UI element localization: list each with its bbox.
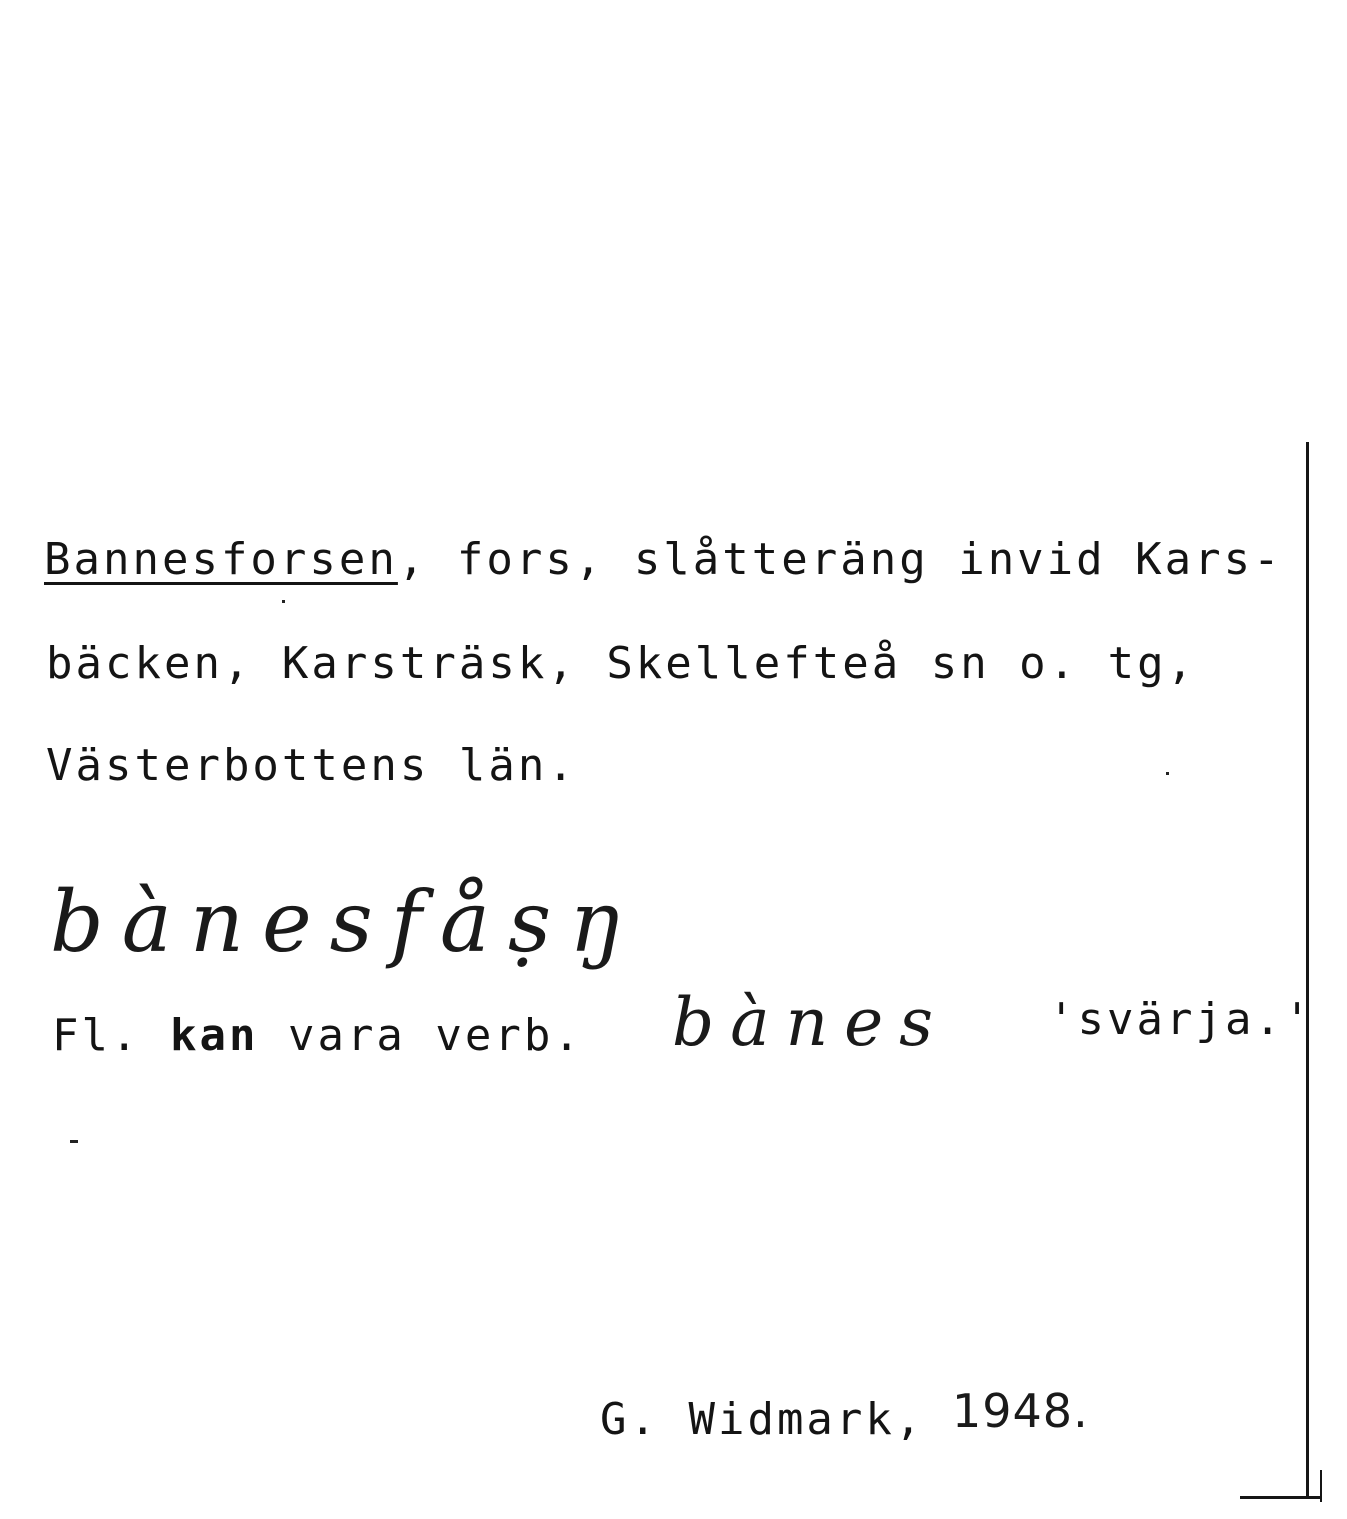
note-gloss: 'svärja.' [1048, 994, 1314, 1045]
signature-year: 1948. [952, 1384, 1089, 1438]
card-right-edge [1306, 442, 1309, 1497]
entry-line-1 [44, 534, 1283, 585]
note-struck-word: kan [169, 1010, 259, 1061]
scan-speck [70, 1140, 78, 1143]
handwritten-pronunciation: bànesfåṣŋ [50, 873, 642, 971]
scan-speck [282, 600, 285, 603]
entry-line-2: bäcken, Karsträsk, Skellefteå sn o. tg, [46, 638, 1197, 689]
entry-line-1-rest: , fors, slåtteräng invid Kars- [397, 534, 1283, 585]
signature-name: G. Widmark, [600, 1394, 925, 1445]
headword: Bannesforsen [44, 534, 398, 585]
handwritten-verb-form: bànes [672, 984, 950, 1061]
note-prefix: Fl. [52, 1010, 141, 1061]
entry-line-3: Västerbottens län. [46, 740, 577, 791]
note-line [52, 1010, 583, 1061]
card-bottom-edge [1240, 1496, 1322, 1499]
note-text: vara verb. [258, 1010, 583, 1061]
scan-speck [1166, 772, 1169, 775]
